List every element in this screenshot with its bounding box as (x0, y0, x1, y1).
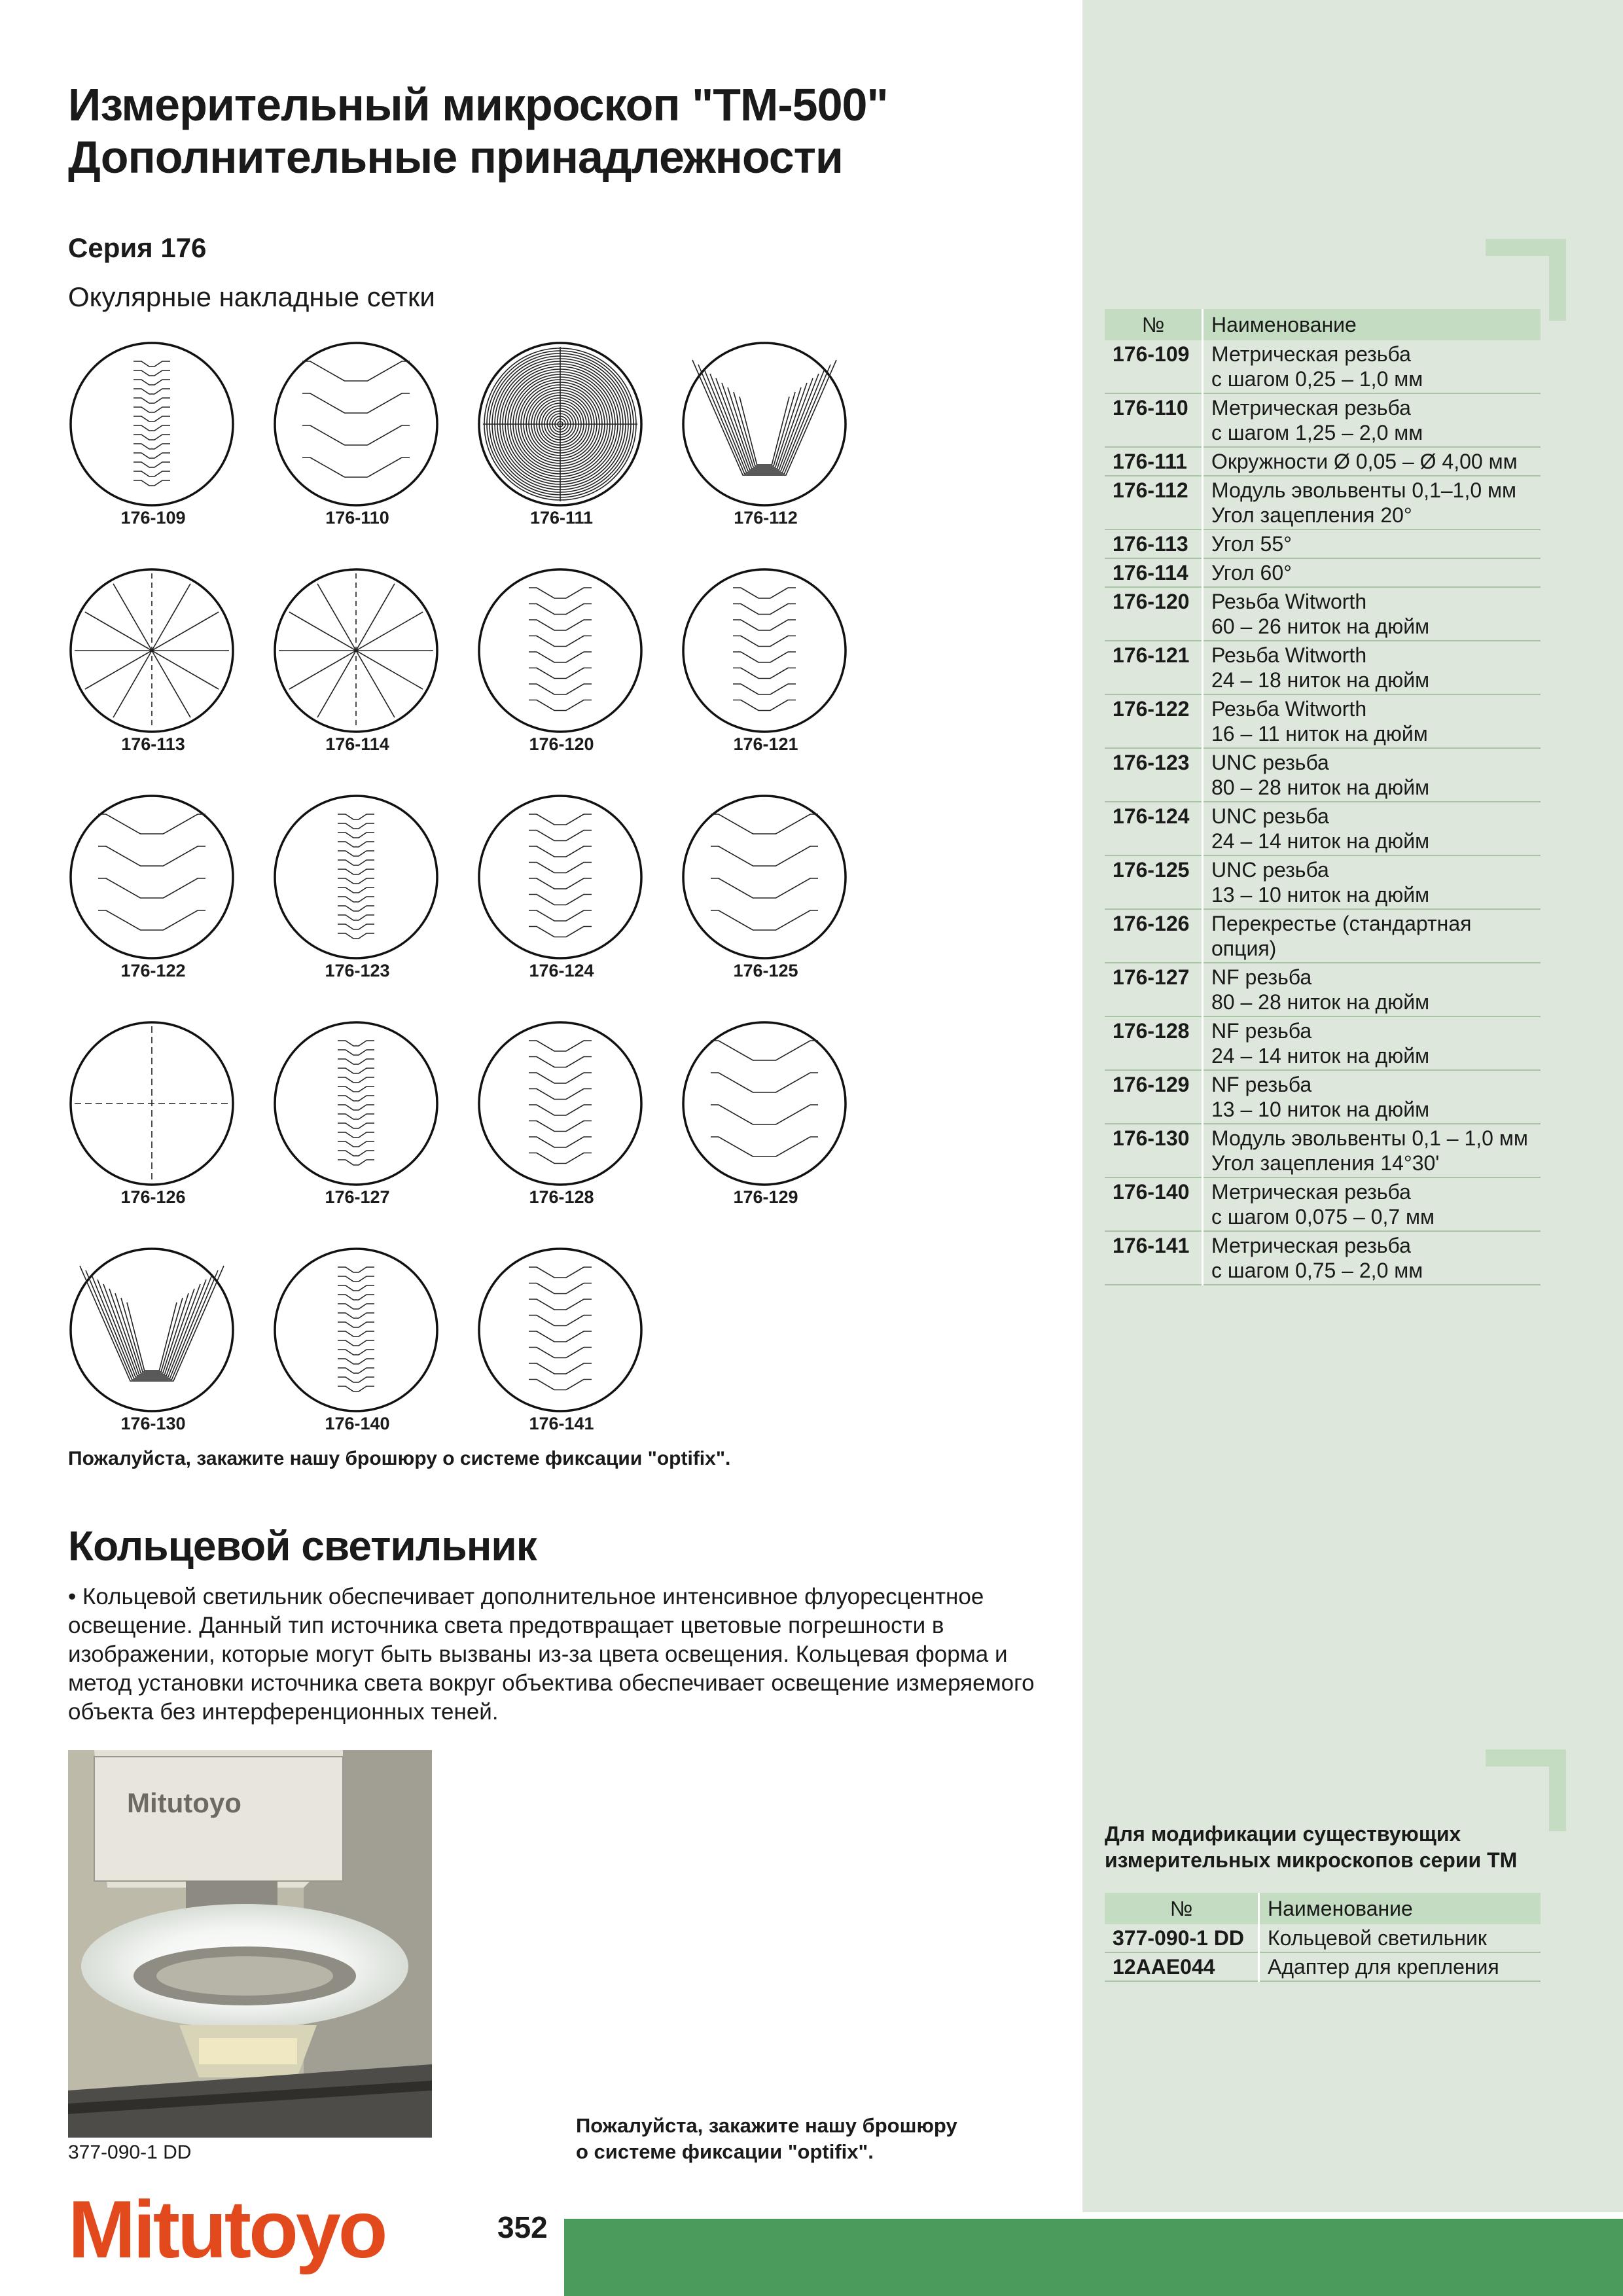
table-row (1105, 1924, 1541, 1952)
reticle-diagram (681, 1020, 851, 1187)
cell-name (1203, 1124, 1541, 1177)
page-number: 352 (497, 2210, 548, 2244)
col-header-number: № (1105, 1893, 1259, 1924)
cell-number: 176-123 (1105, 748, 1203, 802)
ring-light-title: Кольцевой светильник (68, 1522, 537, 1570)
reticle-item (476, 793, 647, 983)
reticle-diagram (476, 340, 647, 508)
reticle-code: 176-122 (120, 961, 186, 980)
name-line-2: 24 – 14 ниток на дюйм (1211, 829, 1430, 853)
reticle-item (476, 1246, 647, 1436)
table-row (1105, 963, 1541, 1016)
reticle-diagram (272, 1020, 442, 1187)
name-line-1: Метрическая резьба (1211, 1180, 1411, 1204)
modification-table-title (1105, 1821, 1517, 1873)
title-line-2: Дополнительные принадлежности (68, 132, 843, 183)
modification-table (1105, 1893, 1541, 1982)
cell-number: 176-130 (1105, 1124, 1203, 1177)
reticle-item (68, 1246, 238, 1436)
name-line-2: 24 – 18 ниток на дюйм (1211, 668, 1430, 692)
reticle-code: 176-112 (734, 508, 798, 528)
name-line-2: с шагом 0,075 – 0,7 мм (1211, 1205, 1435, 1229)
name-line-2: с шагом 0,75 – 2,0 мм (1211, 1259, 1423, 1282)
reticle-diagram (476, 793, 647, 961)
cell-name (1203, 1016, 1541, 1070)
table-row (1105, 641, 1541, 694)
ring-light-illustration (68, 1750, 432, 2138)
reticle-item (476, 340, 647, 530)
col-header-name: Наименование (1203, 309, 1541, 340)
cell-number: 12AAE044 (1105, 1952, 1259, 1981)
reticle-diagram (68, 1246, 238, 1414)
cell-name (1203, 529, 1541, 558)
reticle-item (68, 1020, 238, 1210)
table-row (1105, 529, 1541, 558)
table-row (1105, 447, 1541, 476)
reticle-code: 176-126 (120, 1187, 186, 1207)
name-line-1: UNC резьба (1211, 804, 1329, 828)
optifix-note: Пожалуйста, закажите нашу брошюру о системе фиксации "optifix". (68, 1448, 731, 1469)
cell-number: 176-113 (1105, 529, 1203, 558)
ring-light-description: • Кольцевой светильник обеспечивает дополнительное интенсивное флуоресцентное освещение. Данный тип источника света предотвращает цветовые погрешности в изображении, которые могут быть вызваны из-за цвета освещения. Кольцевая форма и метод установки источника света вокруг объектива обеспечивает освещение измеряемого объекта без интерференционных теней. (68, 1584, 1035, 1725)
name-line-1: Окружности Ø 0,05 – Ø 4,00 мм (1211, 450, 1518, 473)
cell-number: 176-122 (1105, 694, 1203, 748)
name-line-2: 80 – 28 ниток на дюйм (1211, 990, 1430, 1014)
reticle-code: 176-124 (529, 961, 594, 980)
table-row (1105, 393, 1541, 447)
reticle-item (68, 340, 238, 530)
reticle-diagram (272, 567, 442, 734)
name-line-1: Метрическая резьба (1211, 396, 1411, 420)
reticle-diagram (68, 340, 238, 508)
photo-caption: 377-090-1 DD (68, 2142, 192, 2163)
cell-number: 176-114 (1105, 558, 1203, 587)
cell-number: 176-141 (1105, 1231, 1203, 1285)
name-line-2: 24 – 14 ниток на дюйм (1211, 1044, 1430, 1067)
name-line-1: UNC резьба (1211, 751, 1329, 774)
cell-name (1203, 476, 1541, 529)
cell-name (1203, 909, 1541, 963)
series-heading: Серия 176 (68, 232, 207, 263)
name-line-1: Модуль эвольвенты 0,1–1,0 мм (1211, 478, 1517, 502)
cell-name (1203, 963, 1541, 1016)
cell-number: 176-125 (1105, 855, 1203, 909)
name-line-2: Угол зацепления 20° (1211, 503, 1412, 527)
cell-number: 176-140 (1105, 1177, 1203, 1231)
cell-number: 176-129 (1105, 1070, 1203, 1124)
table-row (1105, 1231, 1541, 1285)
reticle-code: 176-129 (733, 1187, 798, 1207)
ring-light-photo (68, 1750, 432, 2138)
cell-number: 176-128 (1105, 1016, 1203, 1070)
table-row (1105, 748, 1541, 802)
cell-name (1203, 748, 1541, 802)
name-line-1: Метрическая резьба (1211, 342, 1411, 366)
photo-brand-text: Mitutoyo (127, 1787, 241, 1818)
reticle-code: 176-140 (325, 1414, 390, 1433)
reticle-item (272, 793, 442, 983)
title-line-1: Измерительный микроскоп "TM-500" (68, 79, 888, 130)
cell-name (1203, 393, 1541, 447)
col-header-name: Наименование (1259, 1893, 1541, 1924)
table-row (1105, 855, 1541, 909)
cell-name (1203, 558, 1541, 587)
cell-name (1203, 1231, 1541, 1285)
reticle-diagram (681, 567, 851, 734)
reticle-item (68, 793, 238, 983)
name-line-2: 13 – 10 ниток на дюйм (1211, 1098, 1430, 1121)
optifix-note-bottom (576, 2113, 957, 2165)
cell-number: 176-112 (1105, 476, 1203, 529)
name-line-2: с шагом 0,25 – 1,0 мм (1211, 367, 1423, 391)
reticle-item (681, 793, 851, 983)
reticle-code: 176-130 (120, 1414, 186, 1433)
reticle-diagram (476, 567, 647, 734)
reticle-diagram (272, 793, 442, 961)
table-row (1105, 1124, 1541, 1177)
name-line-2: 16 – 11 ниток на дюйм (1211, 722, 1428, 745)
col-header-number: № (1105, 309, 1203, 340)
modification-title-line2: измерительных микроскопов серии TM (1105, 1848, 1518, 1872)
name-line-1: Резьба Witworth (1211, 697, 1367, 721)
reticle-code: 176-113 (121, 734, 185, 754)
cell-name (1203, 694, 1541, 748)
cell-number: 377-090-1 DD (1105, 1924, 1259, 1952)
name-line-2: Угол зацепления 14°30' (1211, 1151, 1440, 1175)
reticle-code: 176-114 (325, 734, 389, 754)
reticle-diagram (68, 1020, 238, 1187)
reticle-diagram (476, 1246, 647, 1414)
reticle-diagram (272, 340, 442, 508)
cell-name: Адаптер для крепления (1259, 1952, 1541, 1981)
name-line-1: Угол 55° (1211, 532, 1292, 556)
cell-name (1203, 802, 1541, 855)
cell-name (1203, 855, 1541, 909)
name-line-1: Угол 60° (1211, 561, 1292, 584)
cell-number: 176-109 (1105, 340, 1203, 393)
reticle-item (681, 1020, 851, 1210)
name-line-1: UNC резьба (1211, 858, 1329, 882)
table-row (1105, 340, 1541, 393)
cell-number: 176-111 (1105, 447, 1203, 476)
reticle-diagram (272, 1246, 442, 1414)
cell-number: 176-126 (1105, 909, 1203, 963)
cell-name: Кольцевой светильник (1259, 1924, 1541, 1952)
reticle-table (1105, 309, 1541, 1285)
reticle-code: 176-141 (529, 1414, 594, 1433)
reticle-code: 176-111 (529, 508, 594, 528)
cell-name (1203, 641, 1541, 694)
reticle-item (272, 567, 442, 757)
cell-name (1203, 1070, 1541, 1124)
reticle-diagram (681, 793, 851, 961)
bottom-green-bar (564, 2219, 1623, 2296)
reticle-code: 176-120 (529, 734, 594, 754)
reticle-code: 176-121 (733, 734, 798, 754)
reticle-item (272, 1020, 442, 1210)
cell-number: 176-120 (1105, 587, 1203, 641)
name-line-2: 60 – 26 ниток на дюйм (1211, 615, 1430, 638)
table-row (1105, 1177, 1541, 1231)
name-line-1: NF резьба (1211, 1073, 1312, 1096)
reticles-subtitle: Окулярные накладные сетки (68, 281, 435, 312)
reticle-item (272, 340, 442, 530)
cell-name (1203, 587, 1541, 641)
cell-number: 176-121 (1105, 641, 1203, 694)
cell-name (1203, 340, 1541, 393)
reticle-diagram (476, 1020, 647, 1187)
reticle-code: 176-110 (325, 508, 389, 528)
table-row (1105, 587, 1541, 641)
reticle-code: 176-109 (120, 508, 186, 528)
reticle-diagram (68, 793, 238, 961)
reticle-code: 176-125 (733, 961, 798, 980)
table-row (1105, 476, 1541, 529)
cell-number: 176-127 (1105, 963, 1203, 1016)
name-line-1: NF резьба (1211, 1019, 1312, 1043)
corner-decoration-middle (1486, 1749, 1566, 1831)
cell-number: 176-110 (1105, 393, 1203, 447)
table-row (1105, 1016, 1541, 1070)
table-row (1105, 1070, 1541, 1124)
reticle-item (68, 567, 238, 757)
reticle-code: 176-128 (529, 1187, 594, 1207)
cell-name (1203, 447, 1541, 476)
name-line-1: Модуль эвольвенты 0,1 – 1,0 мм (1211, 1126, 1528, 1150)
name-line-1: Метрическая резьба (1211, 1234, 1411, 1257)
name-line-2: с шагом 1,25 – 2,0 мм (1211, 421, 1423, 444)
name-line-1: Резьба Witworth (1211, 590, 1367, 613)
mitutoyo-logo: Mitutoyo (68, 2185, 385, 2275)
name-line-2: 80 – 28 ниток на дюйм (1211, 776, 1430, 799)
name-line-1: Перекрестье (стандартная опция) (1211, 912, 1472, 960)
table-row (1105, 909, 1541, 963)
cell-number: 176-124 (1105, 802, 1203, 855)
optifix-note-line1: Пожалуйста, закажите нашу брошюру (576, 2114, 957, 2137)
table-row (1105, 558, 1541, 587)
name-line-2: 13 – 10 ниток на дюйм (1211, 883, 1430, 906)
reticle-item (681, 340, 851, 530)
reticle-diagram (681, 340, 851, 508)
table-row (1105, 802, 1541, 855)
name-line-1: NF резьба (1211, 965, 1312, 989)
reticle-code: 176-127 (325, 1187, 390, 1207)
table-row (1105, 1952, 1541, 1981)
optifix-note-line2: о системе фиксации "optifix". (576, 2140, 874, 2163)
reticle-item (476, 1020, 647, 1210)
table-row (1105, 694, 1541, 748)
page-title (68, 79, 888, 183)
name-line-1: Резьба Witworth (1211, 643, 1367, 667)
cell-name (1203, 1177, 1541, 1231)
reticle-item (681, 567, 851, 757)
reticle-code: 176-123 (325, 961, 390, 980)
reticle-grid (68, 340, 853, 1440)
reticle-item (272, 1246, 442, 1436)
reticle-diagram (68, 567, 238, 734)
reticle-item (476, 567, 647, 757)
modification-title-line1: Для модификации существующих (1105, 1822, 1461, 1846)
